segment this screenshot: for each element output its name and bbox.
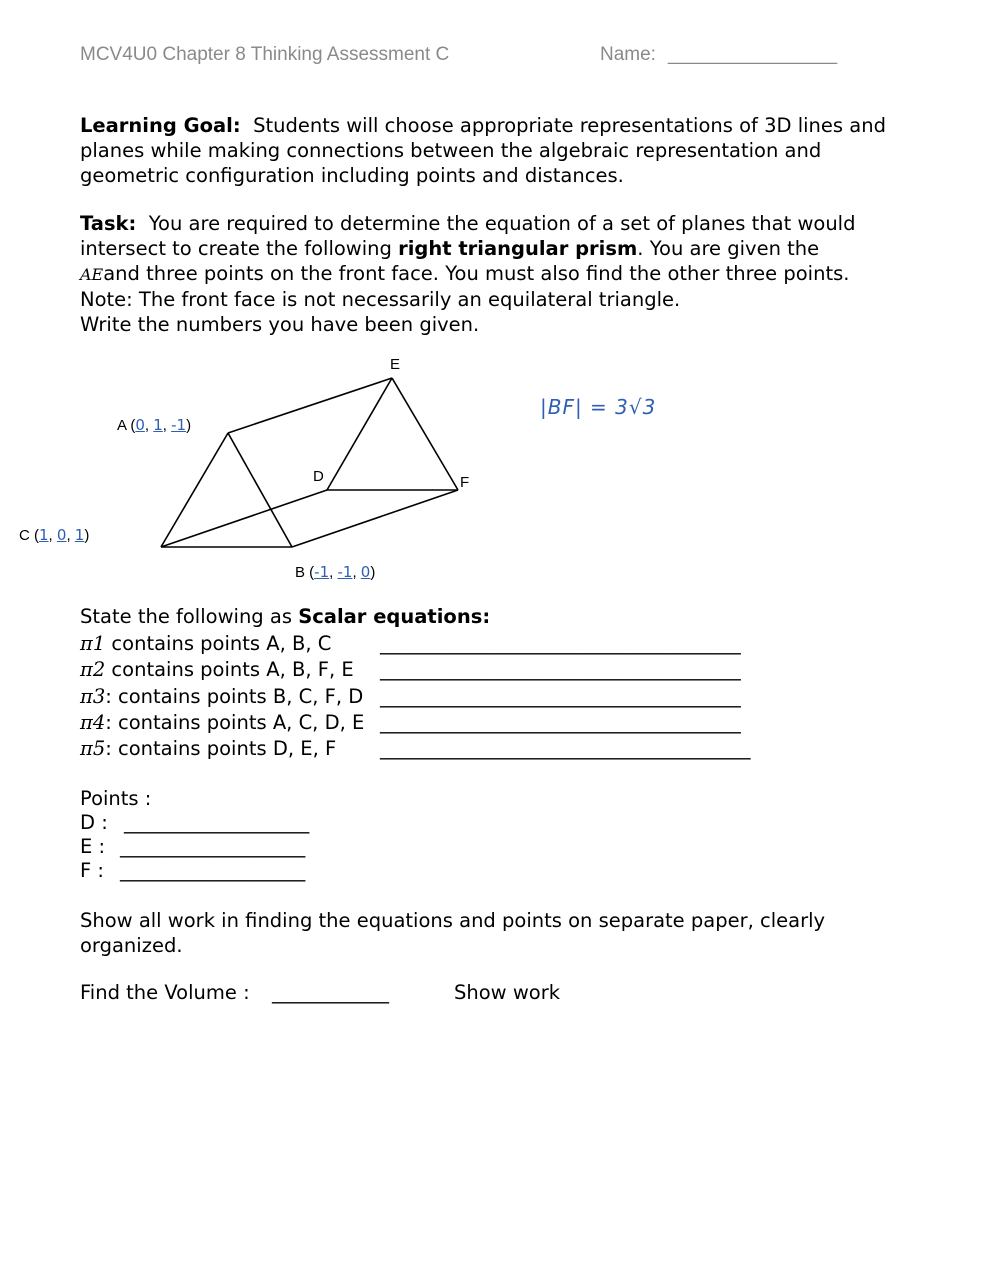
point-b-prefix: B ( — [295, 564, 315, 581]
learning-goal-line-1: Students will choose appropriate representations of 3D lines and — [253, 114, 886, 137]
plane-4-answer-blank[interactable]: _____________________________________ — [380, 711, 741, 734]
edge-ef — [392, 378, 458, 490]
point-f-label: F : — [80, 859, 104, 882]
point-a-y: 1 — [153, 416, 163, 434]
vertex-b-label: B (-1, -1, 0) — [295, 563, 376, 581]
plane-5-text: : contains points D, E, F — [105, 737, 337, 760]
vertex-e-label: E — [390, 356, 401, 373]
plane-2-row — [80, 657, 354, 682]
scalar-intro-text: State the following as — [80, 605, 299, 628]
plane-3-answer-blank[interactable]: _____________________________________ — [380, 685, 741, 708]
plane-5-answer-blank[interactable]: ______________________________________ — [380, 737, 751, 760]
point-c-x: 1 — [39, 526, 49, 544]
learning-goal-line-2: planes while making connections between the algebraic representation and — [80, 139, 822, 162]
point-c-z: 1 — [74, 526, 85, 544]
point-b-z: 0 — [360, 563, 371, 581]
vertex-d-label: D — [313, 468, 324, 485]
edge-bf — [292, 490, 458, 547]
task-line-4: Note: The front face is not necessarily an equilateral triangle. — [80, 288, 681, 311]
edge-ae — [228, 378, 392, 433]
point-b-y: -1 — [337, 563, 353, 581]
point-b-x: -1 — [314, 563, 330, 581]
document-title: MCV4U0 Chapter 8 Thinking Assessment C — [80, 44, 450, 65]
point-e-answer-blank[interactable]: ___________________ — [120, 835, 306, 858]
point-c-prefix: C ( — [19, 527, 39, 544]
learning-goal-line-3: geometric configuration including points and distances. — [80, 164, 624, 187]
name-blank: ________________ — [668, 44, 838, 65]
point-a-prefix: A ( — [117, 417, 136, 434]
scalar-intro — [80, 604, 490, 629]
task-label: Task: — [80, 212, 137, 235]
point-c-suffix: ) — [84, 527, 90, 544]
edge-cd — [161, 490, 327, 547]
plane-4-text: : contains points A, C, D, E — [105, 711, 365, 734]
learning-goal-label: Learning Goal: — [80, 114, 241, 137]
task-line-3: and three points on the front face. You must also find the other three points. — [103, 262, 850, 285]
edge-ab — [228, 433, 292, 547]
instructions-line-2: organized. — [80, 934, 183, 957]
name-label: Name: — [600, 44, 656, 65]
task-line-1: You are required to determine the equation of a set of planes that would — [148, 212, 856, 235]
pi-5-symbol: π5 — [80, 737, 106, 760]
plane-4-row — [80, 710, 364, 735]
point-d-label: D : — [80, 811, 108, 834]
plane-1-text: contains points A, B, C — [105, 632, 332, 655]
point-e-label: E : — [80, 835, 106, 858]
task-line-2b: . You are given the — [637, 237, 820, 260]
point-a-x: 0 — [135, 416, 145, 434]
show-work-label: Show work — [454, 981, 561, 1004]
points-title: Points : — [80, 787, 152, 810]
vertex-a-label: A (0, 1, -1) — [117, 416, 192, 434]
vertex-c-label: C (1, 0, 1) — [19, 526, 90, 544]
edge-ed — [327, 378, 392, 490]
pi-2-symbol: π2 — [80, 658, 106, 681]
point-c-y: 0 — [56, 526, 67, 544]
task-line-5: Write the numbers you have been given. — [80, 313, 480, 336]
task-paragraph — [80, 211, 920, 337]
plane-1-answer-blank[interactable]: _____________________________________ — [380, 632, 741, 655]
task-line-2a: intersect to create the following — [80, 237, 399, 260]
pi-1-symbol: π1 — [80, 632, 106, 655]
vertex-f-label: F — [460, 474, 470, 491]
point-f-answer-blank[interactable]: ___________________ — [120, 859, 306, 882]
right-triangular-prism: right triangular prism — [398, 237, 638, 260]
ae-vector-symbol: AE — [80, 265, 104, 284]
point-a-z: -1 — [171, 416, 187, 434]
handwritten-bf-length: |BF| = 3√3 — [540, 395, 657, 419]
point-d-answer-blank[interactable]: ___________________ — [124, 811, 310, 834]
point-a-suffix: ) — [186, 417, 192, 434]
scalar-intro-bold: Scalar equations: — [298, 605, 491, 628]
pi-4-symbol: π4 — [80, 711, 106, 734]
pi-3-symbol: π3 — [80, 685, 106, 708]
plane-2-answer-blank[interactable]: _____________________________________ — [380, 658, 741, 681]
learning-goal-paragraph — [80, 113, 920, 188]
instructions-line-1: Show all work in finding the equations and points on separate paper, clearly — [80, 909, 826, 932]
plane-2-text: contains points A, B, F, E — [105, 658, 354, 681]
prism-diagram — [0, 340, 520, 600]
point-b-suffix: ) — [370, 564, 376, 581]
instructions-paragraph — [80, 908, 920, 958]
volume-answer-blank[interactable]: ____________ — [272, 981, 389, 1004]
plane-1-row — [80, 631, 331, 656]
volume-label: Find the Volume : — [80, 981, 250, 1004]
plane-3-text: : contains points B, C, F, D — [105, 685, 364, 708]
plane-3-row — [80, 684, 363, 709]
plane-5-row — [80, 736, 336, 761]
edge-ac — [161, 433, 228, 547]
